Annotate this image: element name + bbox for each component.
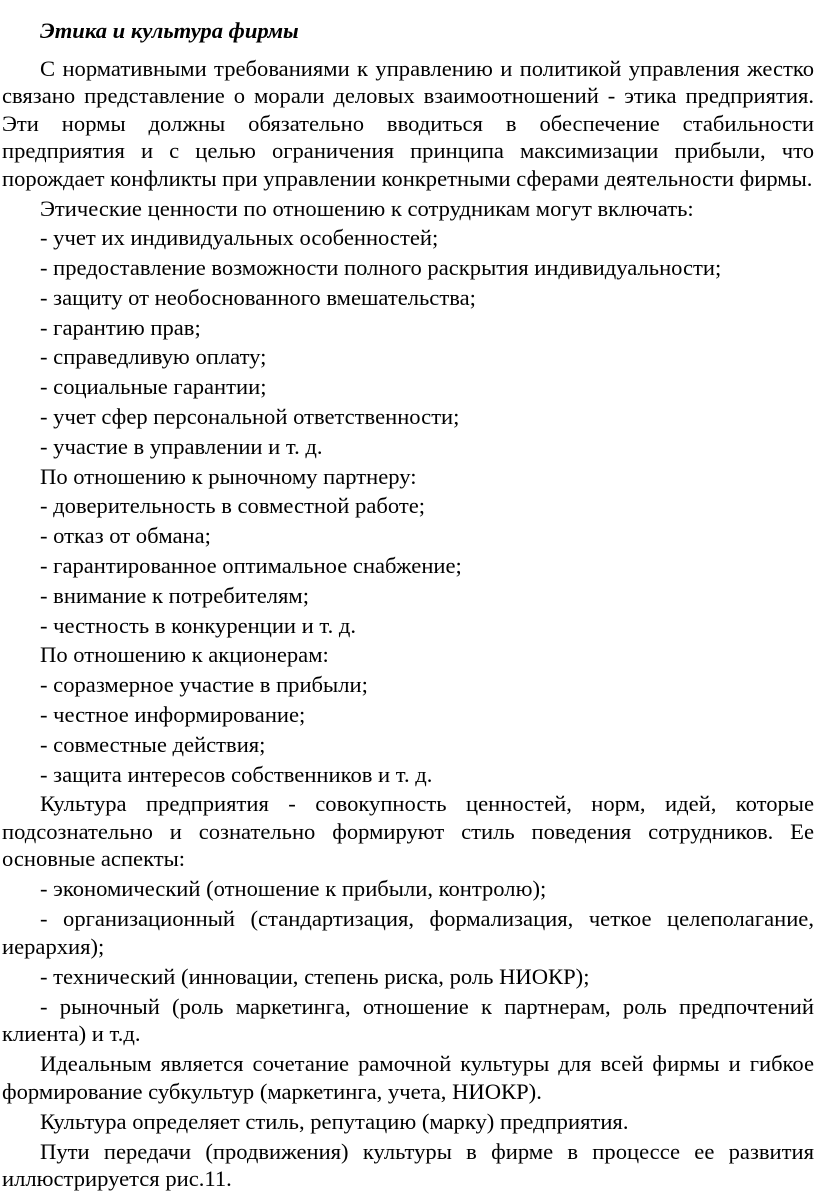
culture-style: Культура определяет стиль, репутацию (марку) предприятия. (40, 1108, 629, 1134)
partner-heading: По отношению к рыночному партнеру: (40, 463, 417, 489)
partner-item: - честность в конкуренции и т. д. (40, 612, 357, 638)
employees-item: - учет сфер персональной ответственности; (40, 404, 460, 430)
employees-item: - защиту от необоснованного вмешательства; (40, 284, 476, 310)
employees-item: - справедливую оплату; (40, 344, 267, 370)
partner-item: - внимание к потребителям; (40, 582, 309, 608)
employees-item: - гарантию прав; (40, 314, 201, 340)
culture-aspect: - экономический (отношение к прибыли, контролю); (40, 876, 547, 902)
partner-item: - гарантированное оптимальное снабжение; (40, 553, 462, 579)
culture-aspect: - организационный (стандартизация, формализация, четкое целеполагание, иерархия); (2, 906, 814, 959)
shareholders-item: - защита интересов собственников и т. д. (40, 761, 433, 787)
section-title: Этика и культура фирмы (40, 18, 299, 43)
employees-heading: Этические ценности по отношению к сотрудникам могут включать: (40, 195, 694, 221)
partner-item: - отказ от обмана; (40, 523, 211, 549)
shareholders-item: - совместные действия; (40, 731, 266, 757)
culture-aspect: - технический (инновации, степень риска, роль НИОКР); (40, 963, 590, 989)
partner-item: - доверительность в совместной работе; (40, 493, 426, 519)
culture-definition: Культура предприятия - совокупность ценностей, норм, идей, которые подсознательно и сознательно формируют стиль поведения сотрудников. Ее основные аспекты: (2, 791, 814, 872)
employees-item: - учет их индивидуальных особенностей; (40, 225, 439, 251)
culture-paths: Пути передачи (продвижения) культуры в фирме в процессе ее развития иллюстрируется рис.11. (2, 1138, 814, 1192)
shareholders-item: - соразмерное участие в прибыли; (40, 672, 368, 698)
culture-ideal: Идеальным является сочетание рамочной культуры для всей фирмы и гибкое формирование субкультур (маркетинга, учета, НИОКР). (2, 1051, 814, 1104)
culture-aspect: - рыночный (роль маркетинга, отношение к партнерам, роль предпочтений клиента) и т.д. (2, 993, 814, 1047)
employees-item: - предоставление возможности полного раскрытия индивидуальности; (40, 255, 722, 281)
document-page (2, 17, 814, 1193)
employees-item: - социальные гарантии; (40, 374, 267, 400)
intro-paragraph: С нормативными требованиями к управлению и политикой управления жестко связано представление о морали деловых взаимоотношений - этика предприятия. Эти нормы должны обязательно вводиться в обеспечение стабильности предприятия и с целью ограничения принципа максимизации прибыли, что порождает конфликты при управлении конкретными сферами деятельности фирмы. (2, 55, 814, 191)
shareholders-item: - честное информирование; (40, 702, 306, 728)
shareholders-heading: По отношению к акционерам: (40, 642, 329, 668)
employees-item: - участие в управлении и т. д. (40, 433, 323, 459)
